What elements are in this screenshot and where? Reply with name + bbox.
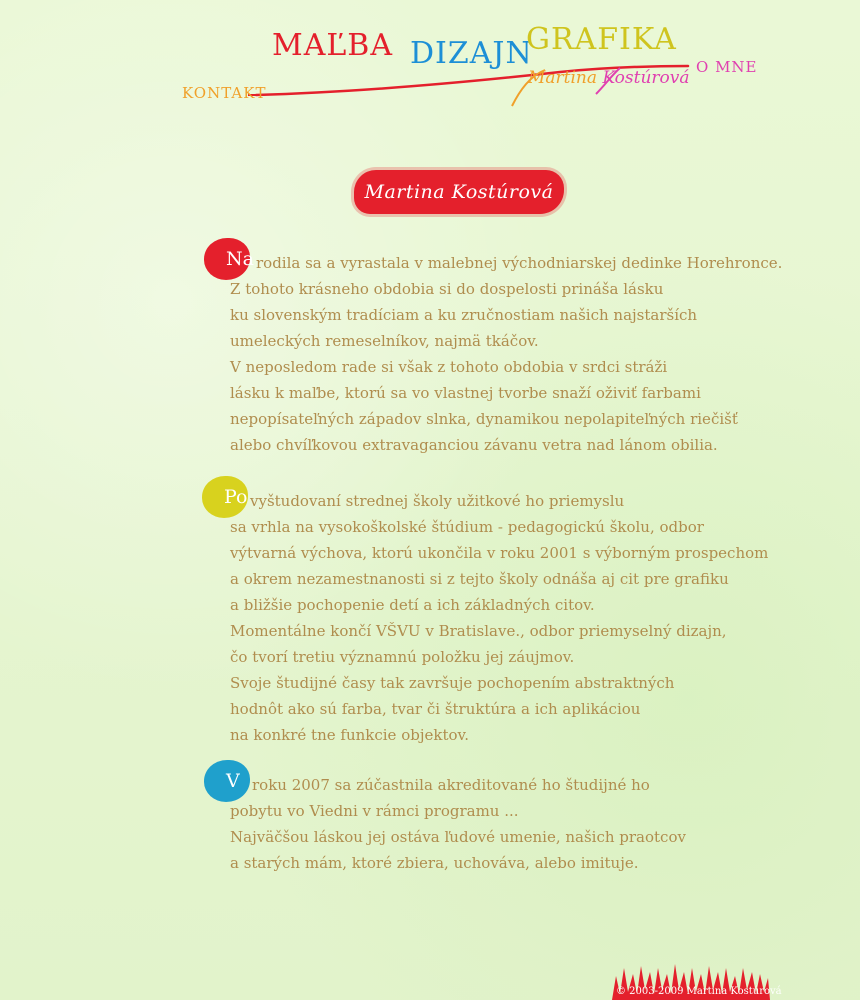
page-title-badge — [354, 170, 564, 214]
text-line: Svoje študijné časy tak završuje pochopením abstraktných — [230, 674, 675, 692]
text-line: alebo chvíľkovou extravaganciou závanu vetra nad lánom obilia. — [230, 436, 718, 454]
text-line: a bližšie pochopenie detí a ich základných citov. — [230, 596, 595, 614]
text-line: čo tvorí tretiu významnú položku jej záujmov. — [230, 648, 575, 666]
nav-malba-link[interactable]: MAĽBA — [272, 28, 394, 63]
copyright-text: © 2003-2009 Martina Kostúrová — [616, 986, 782, 997]
text-line: a okrem nezamestnanosti si z tejto školy odnáša aj cit pre grafiku — [230, 570, 729, 588]
nav-dizajn-link[interactable]: DIZAJN — [410, 36, 533, 71]
logo-signature — [528, 68, 690, 88]
text-line: vyštudovaní strednej školy užitkové ho priemyslu — [250, 492, 625, 510]
nav-kontakt-link[interactable]: KONTAKT — [182, 84, 267, 102]
page-title: Martina Kostúrová — [364, 181, 554, 203]
dropcap-letter: Na — [226, 248, 254, 270]
text-line: Z tohoto krásneho obdobia si do dospelosti prináša lásku — [230, 280, 664, 298]
footer — [610, 964, 782, 1000]
dropcap-letter: V — [226, 770, 240, 792]
text-line: hodnôt ako sú farba, tvar či štruktúra a ich aplikáciou — [230, 700, 641, 718]
text-line: roku 2007 sa zúčastnila akreditované ho študijné ho — [252, 776, 650, 794]
text-line: nepopísateľných západov slnka, dynamikou nepolapiteľných riečišť — [230, 410, 738, 428]
paragraph-1 — [230, 250, 783, 458]
text-line: výtvarná výchova, ktorú ukončila v roku 2001 s výborným prospechom — [230, 544, 769, 562]
text-line: sa vrhla na vysokoškolské štúdium - pedagogickú školu, odbor — [230, 518, 704, 536]
nav-omne-link[interactable]: O MNE — [696, 58, 758, 76]
text-line: umeleckých remeselníkov, najmä tkáčov. — [230, 332, 539, 350]
logo-first-name: Martina — [528, 68, 598, 88]
text-line: lásku k maľbe, ktorú sa vo vlastnej tvorbe snaží oživiť farbami — [230, 384, 701, 402]
text-line: a starých mám, ktoré zbiera, uchováva, alebo imituje. — [230, 854, 639, 872]
paragraph-3 — [230, 772, 750, 876]
text-line: Momentálne končí VŠVU v Bratislave., odbor priemyselný dizajn, — [230, 622, 727, 640]
logo-last-name: Kostúrová — [602, 68, 690, 88]
dropcap-letter: Po — [224, 486, 248, 508]
paragraph-2 — [230, 488, 769, 748]
text-line: ku slovenským tradíciam a ku zručnostiam našich najstarších — [230, 306, 698, 324]
text-line: na konkré tne funkcie objektov. — [230, 726, 469, 744]
nav-grafika-link[interactable]: GRAFIKA — [526, 22, 677, 57]
text-line: pobytu vo Viedni v rámci programu ... — [230, 802, 519, 820]
text-line: V neposledom rade si však z tohoto obdobia v srdci stráži — [230, 358, 668, 376]
text-line: rodila sa a vyrastala v malebnej východniarskej dedinke Horehronce. — [256, 254, 783, 272]
text-line: Najväčšou láskou jej ostáva ľudové umenie, našich praotcov — [230, 828, 686, 846]
